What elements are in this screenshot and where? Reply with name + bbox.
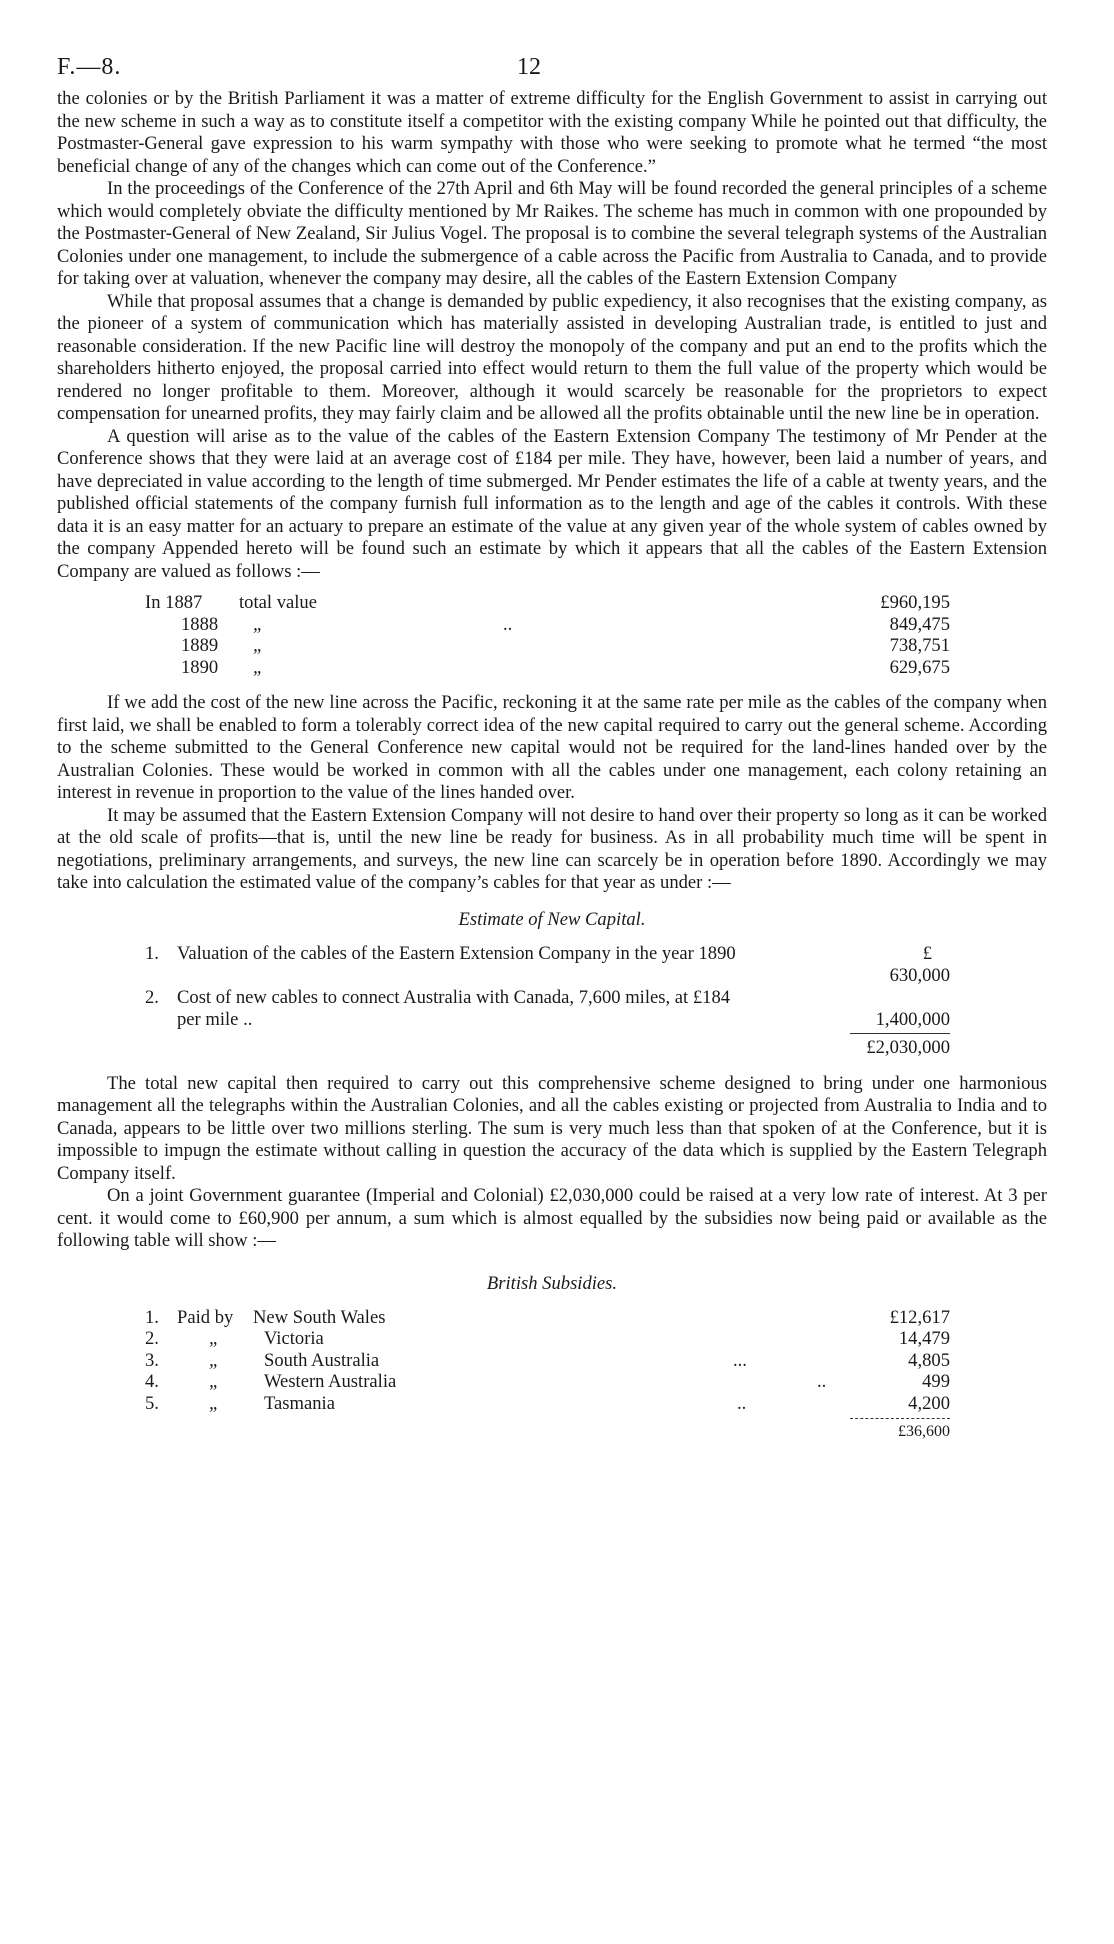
estimate-description: Valuation of the cables of the Eastern Extension Company in the year 1890 — [177, 942, 736, 964]
paragraph-7: The total new capital then required to carry out this comprehensive scheme designed to bring under one harmonious management all the telegraphs within the Australian Colonies, and all the cables existing or projected from Australia to India and to Canada, appears to be little over two millions sterling. The sum is very much less than that spoken of at the Conference, but it is impossible to impugn the estimate without calling in question the accuracy of the data which is supplied by the Eastern Telegraph Company itself. — [57, 1072, 1047, 1184]
valuation-row — [57, 592, 1047, 614]
estimate-total: £2,030,000 — [866, 1036, 950, 1058]
paid-by-label: Paid by — [177, 1306, 234, 1328]
subsidy-amount: £12,617 — [889, 1306, 950, 1328]
estimate-row — [57, 943, 1047, 987]
paragraph-8: On a joint Government guarantee (Imperial and Colonial) £2,030,000 could be raised at a very low rate of interest. At 3 per cent. it would come to £60,900 per annum, a sum which is almost equalled by the subsidies now being paid or available as the following table will show :— — [57, 1185, 1047, 1251]
ditto-mark: „ — [209, 1328, 220, 1349]
subsidies-caption: British Subsidies. — [486, 1272, 618, 1294]
paragraph-6: It may be assumed that the Eastern Extension Company will not desire to hand over their property so long as it can be worked at the old scale of profits—that is, until the new line be ready for business. As in all probability much time will be spent in negotiations, preliminary arrangements, and surveys, the new line can scarcely be in operation before 1890. Accordingly we may take into calculation the estimated value of the company’s cables for that year as under :— — [57, 804, 1047, 893]
valuation-year: 1889 — [181, 635, 219, 656]
valuation-amount: £960,195 — [880, 592, 950, 613]
colony-name: South Australia — [264, 1349, 380, 1371]
leader-dots: .. — [817, 1371, 827, 1392]
estimate-number: 2. — [145, 986, 159, 1008]
leader-dots: ... — [733, 1349, 747, 1371]
subsidy-number: 5. — [145, 1392, 159, 1414]
currency-symbol: £ — [922, 942, 932, 964]
valuation-row — [57, 614, 1047, 636]
ditto-mark: „ — [209, 1392, 220, 1414]
ditto-mark: „ — [253, 613, 264, 635]
paragraph-3: While that proposal assumes that a change is demanded by public expediency, it also recognises that the existing company, as the pioneer of a system of communication which has materially assisted in developing Australian trade, is entitled to just and reasonable consideration. If the new Pacific line will destroy the monopoly of the company and put an end to the profits which the shareholders hitherto enjoyed, the proposal carried into effect would return to them the full value of the property which would be rendered no longer profitable to them. Moreover, although it would scarcely be reasonable for the proprietors to expect compensation for unearned profits, they may fairly claim and be allowed all the profits obtainable until the new line be in operation. — [57, 290, 1047, 424]
valuation-amount: 849,475 — [889, 613, 950, 635]
estimate-caption: Estimate of New Capital. — [458, 908, 646, 930]
subsidy-row — [57, 1350, 1047, 1372]
valuation-label: total value — [239, 592, 317, 613]
estimate-number: 1. — [145, 942, 159, 964]
subsidies-table — [57, 1307, 1047, 1447]
subsidy-row — [57, 1393, 1047, 1415]
colony-name: New South Wales — [253, 1306, 386, 1328]
subsidy-amount: 4,805 — [908, 1349, 950, 1371]
ditto-mark: „ — [209, 1371, 220, 1392]
sum-rule — [850, 1033, 950, 1034]
subsidy-number: 3. — [145, 1349, 159, 1371]
colony-name: Western Australia — [264, 1371, 397, 1392]
estimate-amount: 1,400,000 — [875, 1008, 950, 1030]
subsidy-amount: 14,479 — [898, 1328, 950, 1349]
page-header — [57, 48, 1047, 88]
subsidy-amount: 499 — [922, 1371, 950, 1392]
valuation-row — [57, 657, 1047, 679]
sum-rule — [850, 1418, 950, 1419]
subsidy-amount: 4,200 — [908, 1392, 950, 1414]
subsidy-row — [57, 1328, 1047, 1350]
paragraph-2: In the proceedings of the Conference of the 27th April and 6th May will be found recorded the general principles of a scheme which would completely obviate the difficulty mentioned by Mr Raikes. The scheme has much in common with one propounded by the Postmaster-General of New Zealand, Sir Julius Vogel. The proposal is to combine the several telegraph systems of the Australian Colonies under one management, to include the submergence of a cable across the Pacific from Australia to Canada, and to provide for taking over at valuation, whenever the company may desire, all the cables of the Eastern Extension Company — [57, 178, 1047, 289]
leader-dots: .. — [503, 613, 513, 635]
paper-reference: F.—8. — [57, 54, 122, 80]
estimate-table — [57, 943, 1047, 1061]
subsidy-row — [57, 1307, 1047, 1329]
subsidy-number: 4. — [145, 1371, 159, 1392]
subsidies-total-row — [57, 1414, 1047, 1446]
paragraph-4: A question will arise as to the value of the cables of the Eastern Extension Company The testimony of Mr Pender at the Conference shows that they were laid at an average cost of £184 per mile. They have, however, been laid a number of years, and have depreciated in value according to the length of time submerged. Mr Pender estimates the life of a cable at twenty years, and the published official statements of the company furnish full information as to the length and age of the cables it controls. With these data it is an easy matter for an actuary to prepare an estimate of the value at any given year of the whole system of cables owned by the company Appended hereto will be found such an estimate by which it appears that all the cables of the Eastern Extension Company are valued as follows :— — [57, 425, 1047, 582]
paragraph-1: the colonies or by the British Parliament it was a matter of extreme difficulty for the English Government to assist in carrying out the new scheme in such a way as to constitute itself a competitor with the existing company While he pointed out that difficulty, the Postmaster-General gave expression to his warm sympathy with those who were seeking to promote what he termed “the most beneficial change of any of the changes which can come out of the Conference.” — [57, 88, 1047, 177]
valuation-table — [57, 592, 1047, 678]
paragraph-5: If we add the cost of the new line across the Pacific, reckoning it at the same rate per mile as the cables of the company when first laid, we shall be enabled to form a tolerably correct idea of the new capital required to carry out the general scheme. According to the scheme submitted to the General Conference new capital would not be required for the land-lines handed over by the Australian Colonies. These would be worked in common with all the cables under one management, each colony retaining an interest in revenue in proportion to the value of the lines handed over. — [57, 692, 1047, 803]
colony-name: Tasmania — [264, 1392, 335, 1414]
estimate-amount: 630,000 — [889, 964, 950, 986]
valuation-amount: 629,675 — [889, 656, 950, 678]
estimate-row — [57, 987, 1047, 1031]
page-number: 12 — [517, 54, 541, 80]
valuation-year: 1890 — [181, 656, 219, 678]
valuation-prefix: In — [145, 592, 161, 613]
estimate-total-row — [57, 1031, 1047, 1061]
estimate-description: Cost of new cables to connect Australia with Canada, 7,600 miles, at £184 per mile .. — [177, 986, 731, 1030]
subsidies-total: £36,600 — [898, 1423, 950, 1440]
ditto-mark: „ — [253, 656, 264, 678]
ditto-mark: „ — [253, 635, 264, 656]
colony-name: Victoria — [264, 1328, 324, 1349]
ditto-mark: „ — [209, 1349, 220, 1371]
valuation-amount: 738,751 — [889, 635, 950, 656]
subsidy-row — [57, 1371, 1047, 1393]
subsidy-number: 2. — [145, 1328, 159, 1349]
document-page — [57, 48, 1047, 1446]
valuation-year: 1887 — [165, 592, 203, 613]
valuation-row — [57, 635, 1047, 657]
valuation-year: 1888 — [181, 613, 219, 635]
subsidy-number: 1. — [145, 1306, 159, 1328]
leader-dots: .. — [737, 1392, 747, 1414]
